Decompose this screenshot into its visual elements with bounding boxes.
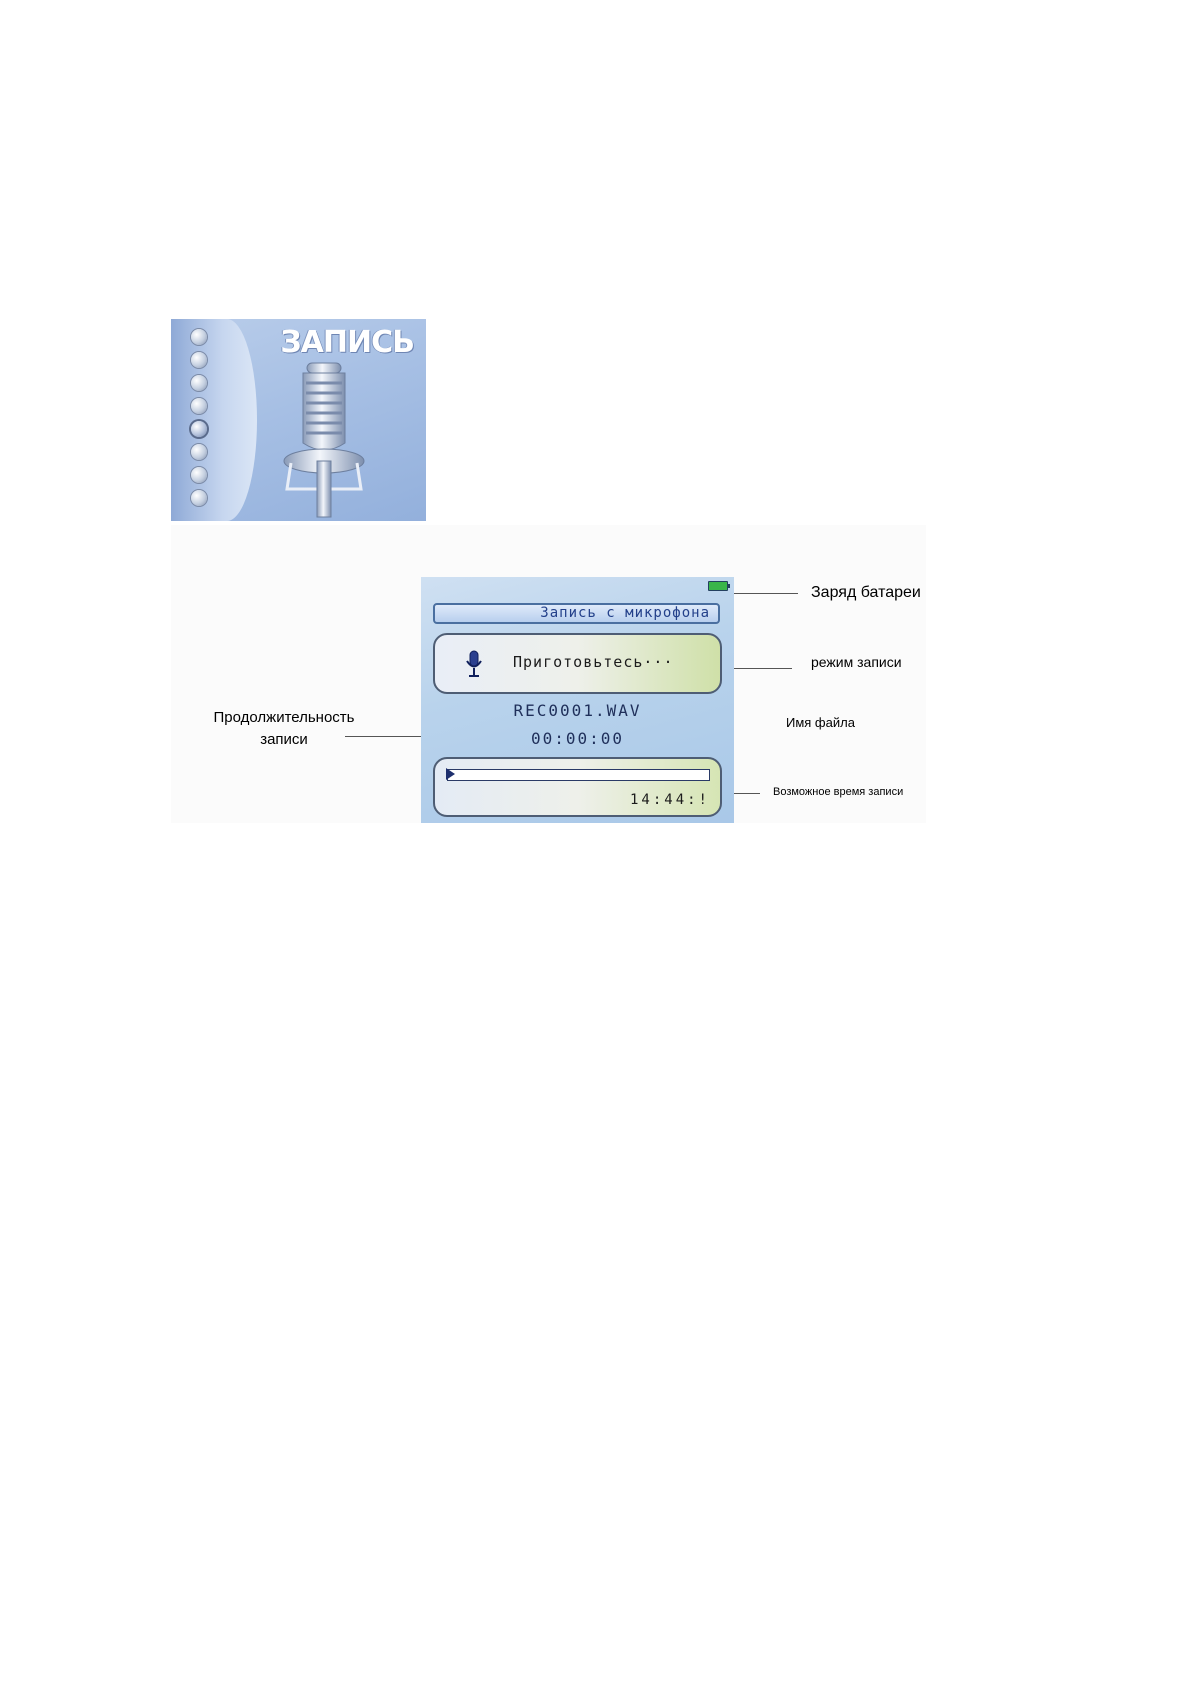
duration-label: Продолжительность записи — [213, 709, 355, 748]
mode-label: режим записи — [811, 654, 902, 670]
filename-label: Имя файла — [786, 715, 855, 730]
record-menu-screenshot — [171, 319, 426, 521]
settings-icon[interactable] — [191, 490, 207, 506]
remaining-callout-line — [734, 793, 760, 794]
source-bar[interactable]: Запись с микрофона — [433, 603, 720, 624]
mode-callout-line — [734, 668, 792, 669]
remaining-label: Возможное время записи — [773, 786, 904, 798]
record-icon[interactable] — [191, 421, 207, 437]
microphone-icon — [465, 650, 483, 678]
remaining-time: 14:44:! — [629, 792, 710, 808]
file-name: REC0001.WAV — [513, 701, 642, 720]
microphone-icon — [279, 361, 369, 519]
battery-callout-line — [734, 593, 798, 594]
progress-bar[interactable] — [447, 769, 710, 781]
mode-text: Приготовьтесь··· — [513, 653, 674, 671]
photo-icon[interactable] — [191, 375, 207, 391]
elapsed-time: 00:00:00 — [530, 729, 625, 748]
record-screen — [421, 577, 734, 823]
text-icon[interactable] — [191, 398, 207, 414]
progress-marker[interactable] — [446, 768, 455, 780]
progress-panel — [433, 757, 722, 817]
battery-label: Заряд батареи — [811, 584, 921, 601]
menu-sidebar — [171, 319, 257, 521]
game-icon[interactable] — [191, 444, 207, 460]
menu-title: ЗАПИСЬ — [280, 325, 414, 360]
ebook-icon[interactable] — [191, 467, 207, 483]
video-icon[interactable] — [191, 352, 207, 368]
mode-panel — [433, 633, 722, 694]
battery-icon — [708, 581, 728, 591]
music-icon[interactable] — [191, 329, 207, 345]
